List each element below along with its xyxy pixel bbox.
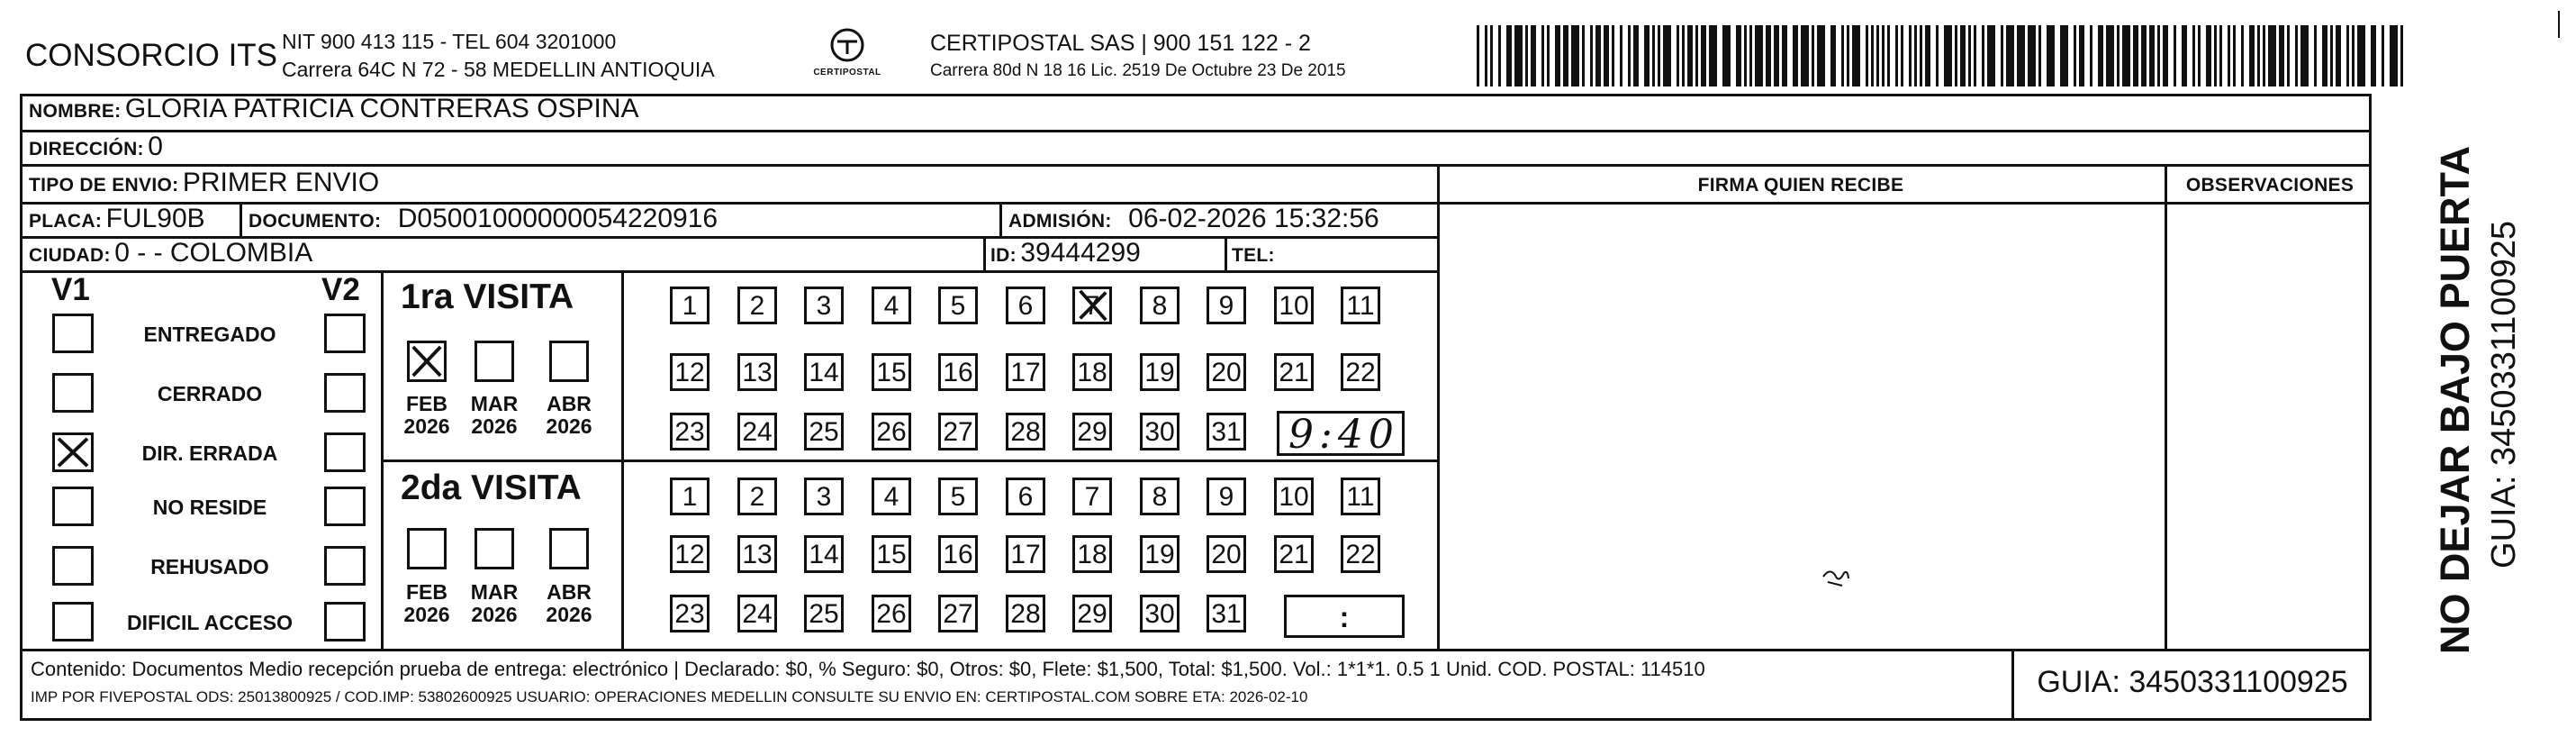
barcode-bar	[2346, 25, 2349, 86]
visit1-time: 9:40	[1288, 412, 1399, 458]
status-v2-checkbox[interactable]	[324, 487, 366, 526]
barcode-bar	[2214, 25, 2217, 86]
barcode-bar	[2090, 25, 2092, 86]
visit2-day[interactable]: 9	[1207, 478, 1246, 515]
barcode-bar	[2390, 25, 2398, 86]
visit2-day[interactable]: 13	[737, 535, 777, 573]
visit1-day[interactable]: 10	[1274, 287, 1314, 324]
barcode-bar	[1887, 25, 1890, 86]
barcode-bar	[2163, 25, 2168, 86]
visit2-day[interactable]: 2	[737, 478, 777, 515]
barcode-bar	[1514, 25, 1523, 86]
barcode-bar	[1604, 25, 1609, 86]
barcode-bar	[2352, 25, 2355, 86]
barcode-bar	[1847, 25, 1849, 86]
barcode-bar	[1755, 25, 1763, 86]
visit2-day[interactable]: 22	[1341, 535, 1380, 573]
send-type-row	[29, 168, 379, 198]
visit1-day[interactable]: 31	[1207, 413, 1246, 450]
visit1-day[interactable]: 14	[804, 353, 844, 391]
visit2-month-label	[467, 581, 521, 626]
barcode-bar	[1490, 25, 1493, 86]
month-name: FEB	[406, 392, 447, 415]
visit2-day[interactable]: 11	[1341, 478, 1380, 515]
visit2-title: 2da VISITA	[401, 469, 582, 507]
month-year: 2026	[403, 414, 450, 438]
tel-cell	[1232, 238, 1275, 268]
visit1-month-checkbox[interactable]	[407, 341, 447, 382]
barcode-bar	[1871, 25, 1874, 86]
barcode-bar	[1830, 25, 1836, 86]
barcode-bar	[2157, 25, 2160, 86]
visit2-day[interactable]: 25	[804, 595, 844, 632]
visit2-day[interactable]: 6	[1006, 478, 1045, 515]
barcode-bar	[1563, 25, 1568, 86]
barcode-bar	[1782, 25, 1787, 86]
barcode-bar	[1901, 25, 1903, 86]
barcode-bar	[1987, 25, 1995, 86]
side-warning: NO DEJAR BAJO PUERTA	[2432, 145, 2478, 655]
barcode-bar	[1663, 25, 1671, 86]
barcode-bar	[1749, 25, 1752, 86]
visit1-month-label	[542, 393, 596, 438]
barcode-bar	[1477, 25, 1479, 86]
visit1-day[interactable]: 27	[938, 413, 978, 450]
barcode-bar	[2300, 25, 2309, 86]
visit2-month-checkbox[interactable]	[475, 528, 514, 569]
barcode-bar	[2192, 25, 2195, 86]
barcode-bar	[1547, 25, 1550, 86]
visit1-day[interactable]: 20	[1207, 353, 1246, 391]
barcode-bar	[1766, 25, 1771, 86]
status-v1-checkbox[interactable]	[52, 487, 94, 526]
visit1-day[interactable]: 13	[737, 353, 777, 391]
barcode	[1477, 25, 2413, 86]
visit2-day[interactable]: 19	[1140, 535, 1180, 573]
admission-label: ADMISIÓN:	[1008, 211, 1112, 232]
barcode-bar	[2149, 25, 2155, 86]
visit1-day[interactable]: 21	[1274, 353, 1314, 391]
barcode-bar	[2141, 25, 2147, 86]
barcode-bar	[1841, 25, 1844, 86]
status-label: REHUSADO	[150, 555, 269, 578]
visit2-day[interactable]: 21	[1274, 535, 1314, 573]
city-label: CIUDAD:	[29, 245, 111, 266]
barcode-bar	[2287, 25, 2290, 86]
status-v1-checkbox[interactable]	[52, 546, 94, 586]
visit2-day[interactable]: 15	[872, 535, 911, 573]
barcode-bar	[2174, 25, 2176, 86]
barcode-bar	[2233, 25, 2236, 86]
send-type-value: PRIMER ENVIO	[182, 168, 380, 197]
visit2-day[interactable]: 8	[1140, 478, 1180, 515]
city-value: 0 - - COLOMBIA	[114, 238, 313, 268]
barcode-bar	[2371, 25, 2376, 86]
visit2-day[interactable]: 23	[670, 595, 710, 632]
document-value: D05001000000054220916	[397, 204, 719, 233]
barcode-bar	[1701, 25, 1706, 86]
barcode-bar	[1652, 25, 1655, 86]
month-year: 2026	[546, 603, 592, 626]
barcode-bar	[1955, 25, 1957, 86]
name-label: NOMBRE:	[29, 101, 122, 122]
v1-label: V1	[51, 272, 90, 307]
visit1-day[interactable]: 19	[1140, 353, 1180, 391]
barcode-bar	[1722, 25, 1731, 86]
visit1-day[interactable]: 15	[872, 353, 911, 391]
barcode-bar	[2047, 25, 2055, 86]
barcode-bar	[2098, 25, 2103, 86]
visit2-day[interactable]: 28	[1006, 595, 1045, 632]
content-line: Contenido: Documentos Medio recepción prueba de entrega: electrónico | Declarado: $0, % Seguro: $0, Otros: $0, Flete: $1,500, Total: $1,500. Vol.: 1*1*1. 0.5 1 Unid. COD. POSTAL: 114510	[31, 658, 1705, 680]
barcode-bar	[1682, 25, 1685, 86]
status-label: NO RESIDE	[152, 496, 267, 519]
barcode-bar	[2295, 25, 2298, 86]
visit2-month-label	[542, 581, 596, 626]
barcode-bar	[1695, 25, 1698, 86]
status-label: DIR. ERRADA	[141, 441, 278, 465]
barcode-bar	[2241, 25, 2244, 86]
check-x-icon	[1075, 289, 1109, 322]
status-v1-checkbox[interactable]	[52, 602, 94, 641]
side-guia: GUIA: 3450331100925	[2485, 221, 2523, 569]
barcode-bar	[1895, 25, 1898, 86]
barcode-bar	[1852, 25, 1860, 86]
barcode-bar	[2279, 25, 2284, 86]
barcode-bar	[2400, 25, 2403, 86]
month-year: 2026	[471, 603, 518, 626]
month-name: FEB	[406, 580, 447, 604]
visit1-day[interactable]: 1	[670, 287, 710, 324]
id-value: 39444299	[1020, 238, 1141, 268]
barcode-bar	[1866, 25, 1868, 86]
visit2-day[interactable]: 3	[804, 478, 844, 515]
visit1-day[interactable]: 3	[804, 287, 844, 324]
status-v2-checkbox[interactable]	[324, 546, 366, 586]
barcode-bar	[2106, 25, 2114, 86]
carrier-logo	[807, 27, 888, 83]
barcode-bar	[2382, 25, 2384, 86]
month-year: 2026	[546, 414, 592, 438]
visit2-day[interactable]: 5	[938, 478, 978, 515]
barcode-bar	[2257, 25, 2260, 86]
status-label: ENTREGADO	[143, 323, 276, 346]
visit2-day[interactable]: 10	[1274, 478, 1314, 515]
barcode-bar	[1982, 25, 1984, 86]
barcode-bar	[2249, 25, 2255, 86]
barcode-bar	[1658, 25, 1660, 86]
barcode-bar	[1882, 25, 1885, 86]
name-value: GLORIA PATRICIA CONTRERAS OSPINA	[124, 94, 639, 123]
status-v1-checkbox[interactable]	[52, 314, 94, 353]
visit1-month-label	[400, 393, 454, 438]
status-v2-checkbox[interactable]	[324, 602, 366, 641]
barcode-bar	[2001, 25, 2003, 86]
address-row	[29, 132, 163, 162]
status-v1-checkbox[interactable]	[52, 373, 94, 413]
barcode-bar	[1801, 25, 1809, 86]
barcode-bar	[1968, 25, 1971, 86]
barcode-bar	[1506, 25, 1512, 86]
visit1-day[interactable]: 7	[1072, 287, 1112, 324]
barcode-bar	[2228, 25, 2230, 86]
guia-box: GUIA: 3450331100925	[2037, 665, 2348, 699]
barcode-bar	[1687, 25, 1693, 86]
v2-label: V2	[321, 272, 360, 307]
barcode-bar	[2133, 25, 2138, 86]
visit2-day[interactable]: 18	[1072, 535, 1112, 573]
status-v2-checkbox[interactable]	[324, 432, 366, 472]
plate-label: PLACA:	[29, 211, 103, 232]
print-line: IMP POR FIVEPOSTAL ODS: 25013800925 / COD.IMP: 53802600925 USUARIO: OPERACIONES MEDELLIN CONSULTE SU ENVIO EN: CERTIPOSTAL.COM SOBRE ETA: 2026-02-10	[31, 688, 1308, 705]
status-label: CERRADO	[157, 382, 263, 405]
visit1-day[interactable]: 24	[737, 413, 777, 450]
month-name: MAR	[470, 580, 519, 604]
barcode-bar	[2038, 25, 2041, 86]
barcode-bar	[1944, 25, 1952, 86]
status-v2-checkbox[interactable]	[324, 373, 366, 413]
barcode-bar	[1620, 25, 1622, 86]
visit2-month-label	[400, 581, 454, 626]
barcode-bar	[1677, 25, 1679, 86]
visit1-day[interactable]: 6	[1006, 287, 1045, 324]
month-year: 2026	[403, 603, 450, 626]
visit1-day[interactable]: 12	[670, 353, 710, 391]
visit1-day[interactable]: 22	[1341, 353, 1380, 391]
carrier-name: CERTIPOSTAL SAS | 900 151 122 - 2	[930, 31, 1311, 56]
barcode-bar	[1628, 25, 1631, 86]
barcode-bar	[1644, 25, 1650, 86]
barcode-bar	[1590, 25, 1593, 86]
barcode-bar	[1485, 25, 1487, 86]
visit1-title: 1ra VISITA	[401, 278, 574, 316]
visit2-time-box[interactable]	[1284, 595, 1405, 638]
barcode-bar	[1612, 25, 1614, 86]
visit2-day[interactable]: 24	[737, 595, 777, 632]
status-v1-checkbox[interactable]	[52, 432, 94, 472]
barcode-bar	[1817, 25, 1825, 86]
status-label: DIFICIL ACCESO	[126, 611, 293, 634]
barcode-bar	[2263, 25, 2265, 86]
carrier-logo-text: CERTIPOSTAL	[813, 68, 881, 77]
send-type-label: TIPO DE ENVIO:	[29, 175, 179, 196]
visit2-day[interactable]: 17	[1006, 535, 1045, 573]
barcode-bar	[2017, 25, 2025, 86]
company-name: CONSORCIO ITS	[25, 38, 278, 73]
visit2-day[interactable]: 1	[670, 478, 710, 515]
barcode-bar	[1960, 25, 1966, 86]
barcode-bar	[2006, 25, 2014, 86]
visit1-day[interactable]: 2	[737, 287, 777, 324]
visit1-day[interactable]: 25	[804, 413, 844, 450]
barcode-bar	[1920, 25, 1922, 86]
visit2-day[interactable]: 29	[1072, 595, 1112, 632]
name-row	[29, 94, 639, 124]
barcode-bar	[2074, 25, 2076, 86]
barcode-bar	[1925, 25, 1930, 86]
visit1-day[interactable]: 16	[938, 353, 978, 391]
visit2-day[interactable]: 30	[1140, 595, 1180, 632]
barcode-bar	[2268, 25, 2276, 86]
visit2-day[interactable]: 7	[1072, 478, 1112, 515]
document-label: DOCUMENTO:	[249, 211, 382, 232]
visit2-day[interactable]: 12	[670, 535, 710, 573]
observations-header: OBSERVACIONES	[2185, 175, 2355, 196]
visit1-day[interactable]: 18	[1072, 353, 1112, 391]
visit1-day[interactable]: 5	[938, 287, 978, 324]
status-v2-checkbox[interactable]	[324, 314, 366, 353]
address-label: DIRECCIÓN:	[29, 139, 144, 159]
barcode-bar	[1531, 25, 1536, 86]
plate-value: FUL90B	[105, 204, 205, 233]
company-address: Carrera 64C N 72 - 58 MEDELLIN ANTIOQUIA	[282, 58, 715, 81]
barcode-bar	[1709, 25, 1717, 86]
admission-cell	[1008, 204, 1379, 234]
barcode-bar	[2122, 25, 2130, 86]
barcode-bar	[2314, 25, 2317, 86]
visit2-time: :	[1339, 601, 1350, 633]
barcode-bar	[1974, 25, 1976, 86]
barcode-bar	[1633, 25, 1639, 86]
barcode-bar	[2079, 25, 2084, 86]
barcode-bar	[1595, 25, 1601, 86]
visit1-month-checkbox[interactable]	[549, 341, 589, 382]
visit2-day[interactable]: 31	[1207, 595, 1246, 632]
barcode-bar	[1498, 25, 1501, 86]
visit2-day[interactable]: 16	[938, 535, 978, 573]
barcode-bar	[1914, 25, 1917, 86]
barcode-bar	[1571, 25, 1579, 86]
barcode-bar	[2219, 25, 2222, 86]
visit1-day[interactable]: 11	[1341, 287, 1380, 324]
barcode-bar	[1541, 25, 1544, 86]
barcode-bar	[1555, 25, 1560, 86]
visit1-day[interactable]: 9	[1207, 287, 1246, 324]
barcode-bar	[1936, 25, 1939, 86]
visit2-month-checkbox[interactable]	[549, 528, 589, 569]
barcode-bar	[1793, 25, 1798, 86]
barcode-bar	[2117, 25, 2120, 86]
visit2-day[interactable]: 14	[804, 535, 844, 573]
id-cell	[990, 238, 1141, 268]
visit2-day[interactable]: 20	[1207, 535, 1246, 573]
visit1-day[interactable]: 26	[872, 413, 911, 450]
visit1-day[interactable]: 28	[1006, 413, 1045, 450]
visit1-month-checkbox[interactable]	[475, 341, 514, 382]
document-cell	[249, 204, 718, 234]
month-name: ABR	[547, 392, 592, 415]
barcode-bar	[1525, 25, 1528, 86]
check-x-icon	[55, 435, 91, 469]
barcode-bar	[2028, 25, 2036, 86]
month-name: MAR	[470, 392, 519, 415]
id-label: ID:	[990, 245, 1017, 266]
signature-header: FIRMA QUIEN RECIBE	[1697, 175, 1904, 196]
barcode-bar	[2330, 25, 2333, 86]
visit2-month-checkbox[interactable]	[407, 528, 447, 569]
month-year: 2026	[471, 414, 518, 438]
barcode-bar	[1582, 25, 1585, 86]
visit1-day[interactable]: 30	[1140, 413, 1180, 450]
visit1-time-box[interactable]	[1277, 411, 1405, 456]
city-cell	[29, 238, 312, 268]
plate-cell	[29, 204, 205, 234]
visit1-day[interactable]: 17	[1006, 353, 1045, 391]
barcode-bar	[2336, 25, 2341, 86]
edge-mark	[2558, 11, 2560, 38]
company-nit: NIT 900 413 115 - TEL 604 3201000	[282, 30, 617, 53]
month-name: ABR	[547, 580, 592, 604]
visit1-day[interactable]: 4	[872, 287, 911, 324]
barcode-bar	[1736, 25, 1741, 86]
check-x-icon	[410, 343, 444, 379]
barcode-bar	[1812, 25, 1814, 86]
visit2-day[interactable]: 26	[872, 595, 911, 632]
barcode-bar	[1744, 25, 1747, 86]
barcode-bar	[2322, 25, 2327, 86]
address-value: 0	[148, 132, 163, 161]
barcode-bar	[2206, 25, 2211, 86]
barcode-bar	[2060, 25, 2068, 86]
barcode-bar	[2182, 25, 2187, 86]
visit1-day[interactable]: 23	[670, 413, 710, 450]
barcode-bar	[2357, 25, 2365, 86]
visit1-month-label	[467, 393, 521, 438]
barcode-bar	[1876, 25, 1879, 86]
visit2-day[interactable]: 27	[938, 595, 978, 632]
barcode-bar	[2198, 25, 2201, 86]
barcode-bar	[1909, 25, 1912, 86]
visit1-day[interactable]: 8	[1140, 287, 1180, 324]
visit2-day[interactable]: 4	[872, 478, 911, 515]
visit1-day[interactable]: 29	[1072, 413, 1112, 450]
tel-label: TEL:	[1232, 245, 1275, 266]
barcode-bar	[1774, 25, 1779, 86]
signature-mark	[1821, 566, 1851, 589]
admission-value: 06-02-2026 15:32:56	[1128, 204, 1379, 233]
carrier-address: Carrera 80d N 18 16 Lic. 2519 De Octubre 23 De 2015	[930, 61, 1346, 80]
carrier-logo-icon	[807, 27, 888, 63]
